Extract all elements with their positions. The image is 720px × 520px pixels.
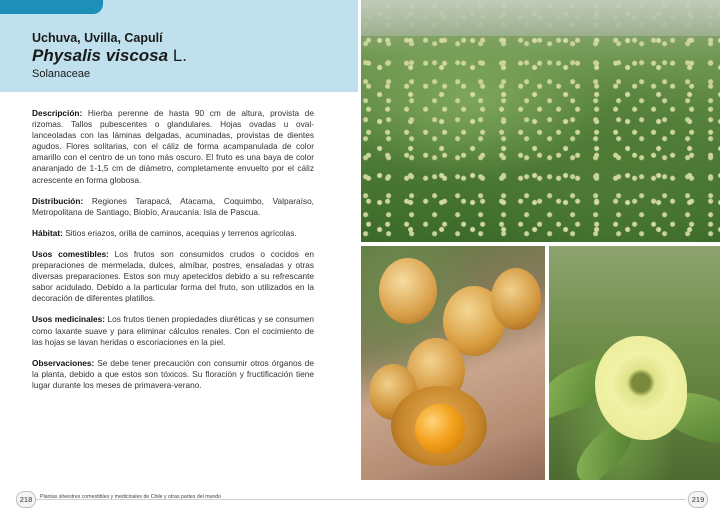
author-abbrev: L. [172,46,188,65]
section-text: Regiones Tarapacá, Atacama, Coquimbo, Valparaíso, Metropolitana de Santiago, Biobío, Araucanía. Isla de Pascua. [32,195,314,217]
book-title-footer: Plantas silvestres comestibles y medicinales de Chile y otras partes del mundo [40,494,222,500]
scientific-name [32,46,187,66]
section-distribucion [32,196,314,218]
fruit-in-hand-photo [361,246,545,480]
section-label: Usos comestibles: [32,248,109,259]
description-body [32,108,314,401]
page-number-left: 218 [16,491,36,508]
section-text: Se debe tener precaución con consumir otros órganos de la planta, debido a que estos son tóxicos. Su floración y fructificación tiene lugar durante los meses de primavera-verano. [32,357,314,390]
section-text: Los frutos son consumidos crudos o cocidos en preparaciones de mermelada, dulces, almíbar, postres, ensaladas y otras diversas preparaciones. Estos son muy apetecidos debido a su refrescante sabor acidulado. Debido a la particular forma del fruto, son utilizados en la decoración de diferentes platillos. [32,248,314,304]
husk-lantern [379,258,437,324]
section-text: Sitios eriazos, orilla de caminos, acequias y terrenos agrícolas. [65,227,297,238]
section-label: Usos medicinales: [32,314,106,325]
section-usos-medicinales [32,314,314,347]
orange-berry [415,404,465,454]
section-label: Distribución: [32,195,84,206]
family-name: Solanaceae [32,68,91,80]
page-number-right: 219 [688,491,708,508]
header-tab [0,0,103,14]
common-names: Uchuva, Uvilla, Capulí [32,31,163,45]
section-label: Descripción: [32,108,83,118]
photo-background-haze [361,0,720,36]
section-label: Hábitat: [32,227,63,238]
section-observaciones [32,358,314,391]
section-text: Hierba perenne de hasta 90 cm de altura, provista de rizomas. Tallos pubescentes o glandulares. Hojas ovadas u oval-lanceoladas con las láminas delgadas, acuminadas, provistas de dientes agudos. Flores solitarias, con el cáliz de forma acampanulada de color amarillo con el centro de un tono más oscuro. El fruto es una baya de color anaranjado de 1-1,5 cm de diámetro, completamente envuelto por el cáliz acrescente en forma globosa. [32,108,314,185]
section-label: Observaciones: [32,357,95,368]
section-usos-comestibles [32,249,314,304]
genus-species: Physalis viscosa [32,46,169,65]
section-text: Los frutos tienen propiedades diuréticas y se consumen como laxante suave y para eliminar cálculos renales. Con el cocimiento de las hojas se lavan heridas o escoriaciones en la piel. [32,314,314,347]
section-habitat [32,228,314,239]
section-descripcion [32,108,314,186]
plant-field-photo [361,0,720,242]
husk-lantern [491,268,541,330]
